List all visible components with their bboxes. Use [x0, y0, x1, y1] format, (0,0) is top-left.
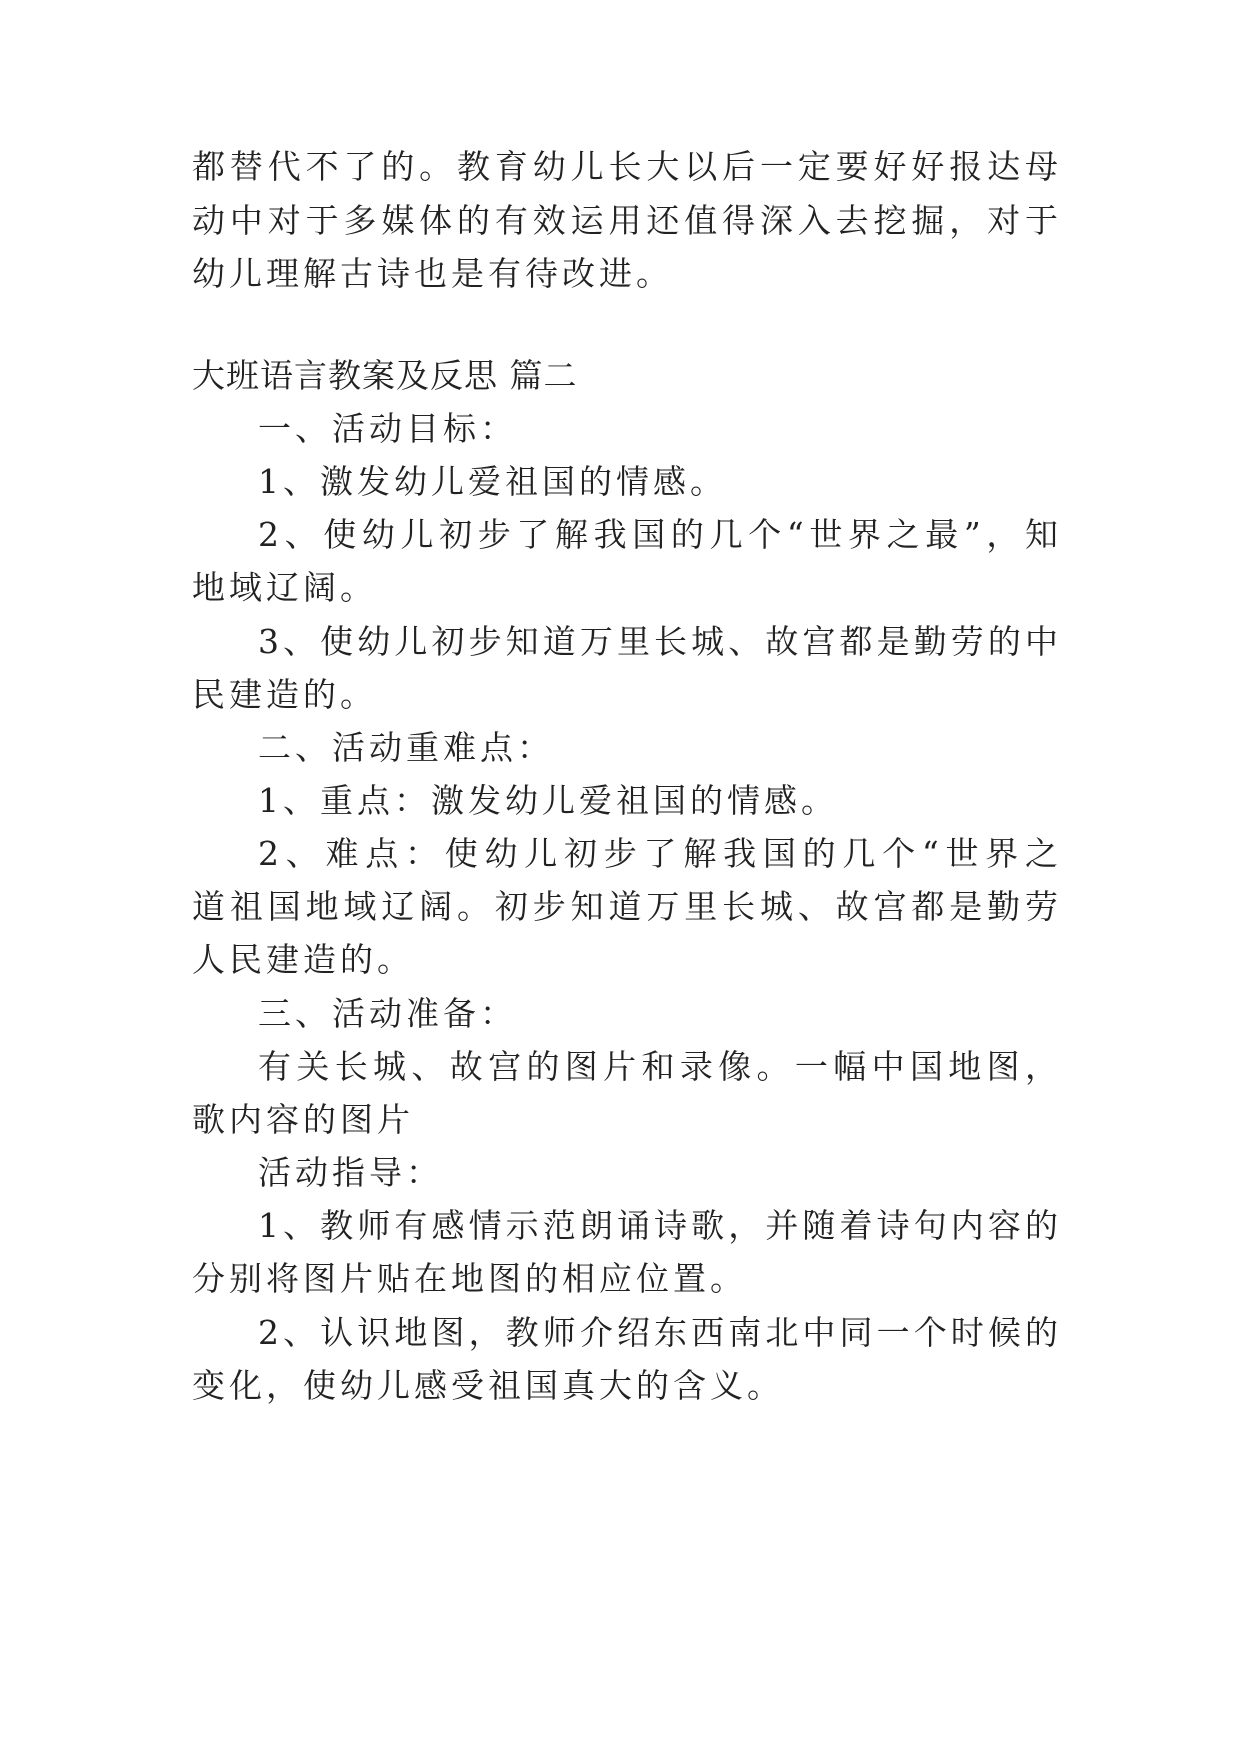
subheading: 三、活动准备：	[258, 994, 517, 1033]
list-item-continuation: 变化，使幼儿感受祖国真大的含义。	[192, 1366, 784, 1405]
paragraph-line: 歌内容的图片	[192, 1100, 414, 1139]
list-item: 1、重点：激发幼儿爱祖国的情感。	[258, 781, 838, 820]
list-item: 1、教师有感情示范朗诵诗歌，并随着诗句内容的	[258, 1206, 1062, 1245]
list-item-continuation: 道祖国地域辽阔。初步知道万里长城、故宫都是勤劳	[192, 887, 1062, 926]
paragraph-line: 有关长城、故宫的图片和录像。一幅中国地图，	[258, 1047, 1062, 1086]
list-item-continuation: 地域辽阔。	[192, 568, 377, 607]
subheading: 一、活动目标：	[258, 409, 517, 448]
subheading: 活动指导：	[258, 1153, 443, 1192]
list-item-continuation: 民建造的。	[192, 675, 377, 714]
list-item: 1、激发幼儿爱祖国的情感。	[258, 462, 727, 501]
paragraph-line: 都替代不了的。教育幼儿长大以后一定要好好报达母	[192, 147, 1062, 186]
list-item-continuation: 分别将图片贴在地图的相应位置。	[192, 1259, 747, 1298]
list-item: 3、使幼儿初步知道万里长城、故宫都是勤劳的中	[258, 622, 1062, 661]
list-item: 2、使幼儿初步了解我国的几个“世界之最”，知	[258, 515, 1062, 554]
section-heading: 大班语言教案及反思 篇二	[192, 356, 578, 395]
list-item: 2、认识地图，教师介绍东西南北中同一个时候的	[258, 1313, 1062, 1352]
list-item-continuation: 人民建造的。	[192, 940, 414, 979]
list-item: 2、难点：使幼儿初步了解我国的几个“世界之	[258, 834, 1062, 873]
paragraph-line: 幼儿理解古诗也是有待改进。	[192, 254, 673, 293]
subheading: 二、活动重难点：	[258, 728, 554, 767]
paragraph-line: 动中对于多媒体的有效运用还值得深入去挖掘，对于	[192, 201, 1062, 240]
